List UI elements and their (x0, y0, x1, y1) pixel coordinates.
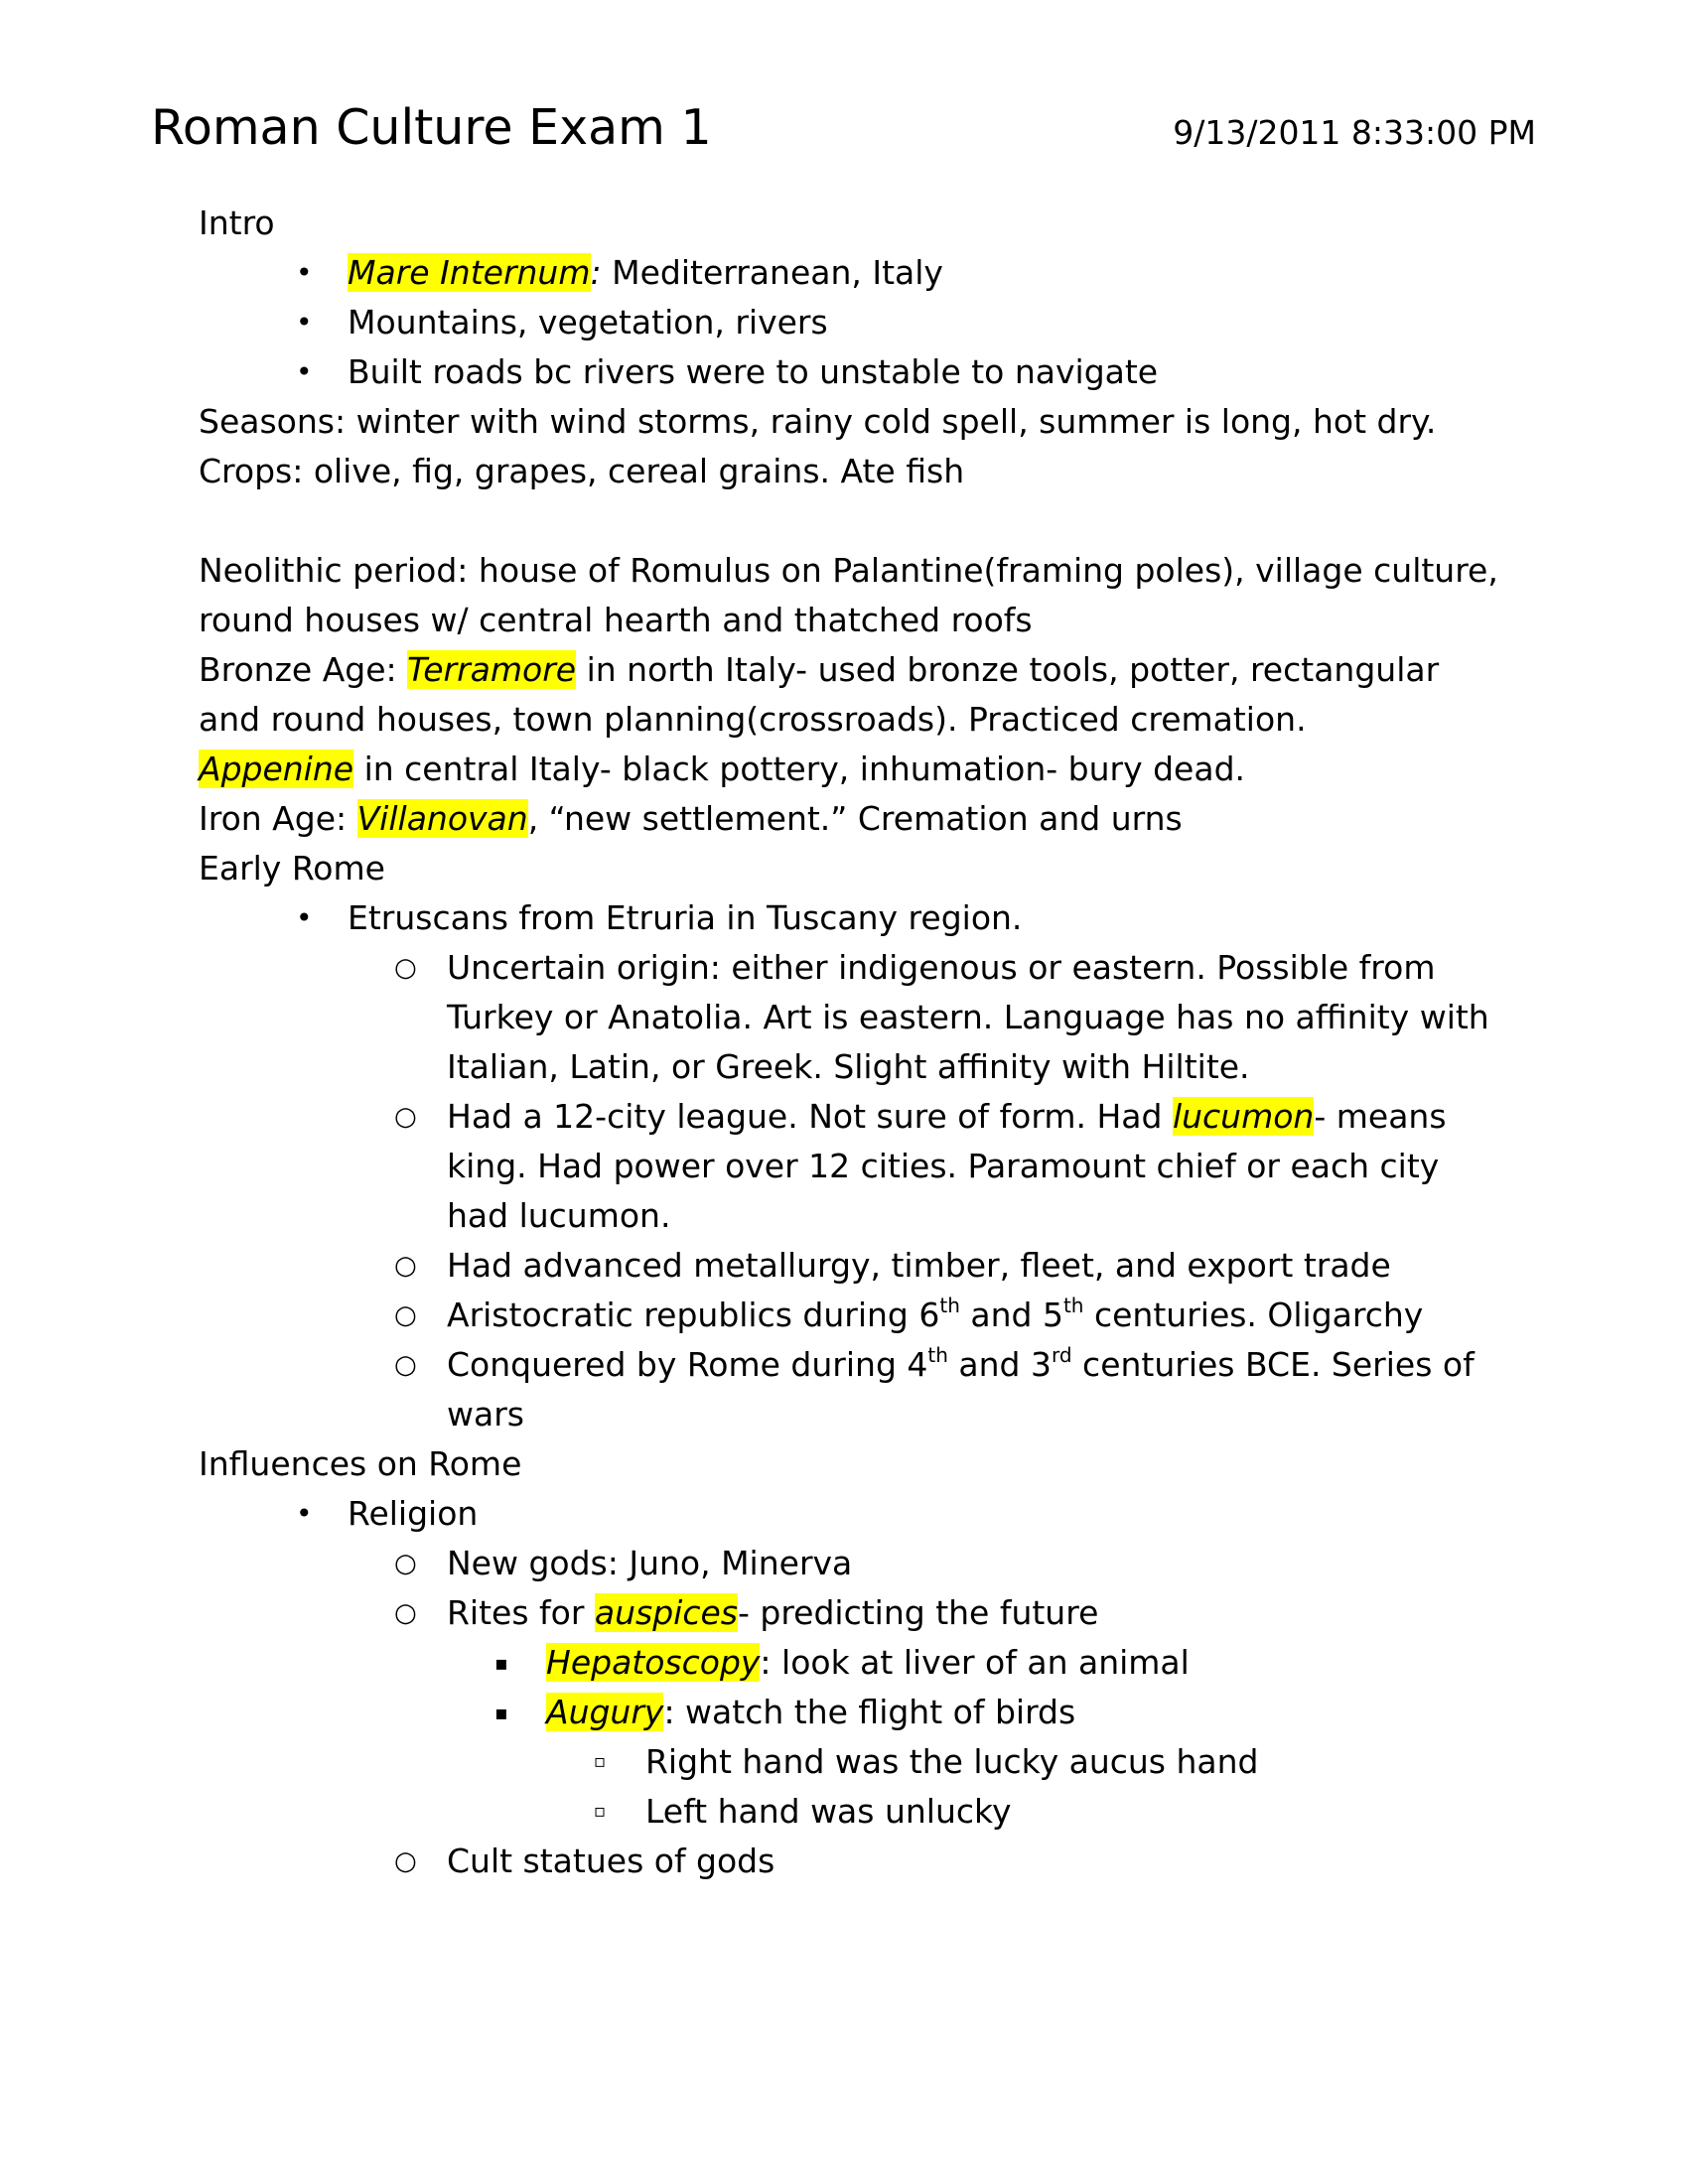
highlighted-term: auspices (594, 1593, 738, 1632)
paragraph-crops: Crops: olive, fig, grapes, cereal grains. Ate fish (199, 452, 965, 490)
bullet-circle-icon: ○ (394, 1549, 417, 1578)
highlighted-term: Mare Internum (348, 253, 591, 292)
list-item (199, 1539, 1499, 1588)
item-text: Etruscans from Etruria in Tuscany region. (348, 898, 1023, 937)
item-text: Built roads bc rivers were to unstable to navigate (348, 352, 1159, 391)
text-run: Aristocratic republics during 6 (447, 1296, 940, 1334)
paragraph-seasons: Seasons: winter with wind storms, rainy cold spell, summer is long, hot dry. (199, 402, 1437, 441)
highlighted-term: Villanovan (356, 799, 528, 838)
document-timestamp: 9/13/2011 8:33:00 PM (1173, 113, 1536, 152)
list-item (199, 1092, 1499, 1241)
item-text: Right hand was the lucky aucus hand (645, 1742, 1259, 1781)
text-run: Had a 12-city league. Not sure of form. Had (447, 1097, 1173, 1136)
bullet-square-icon: ▪ (494, 1651, 508, 1675)
bullet-disc-icon: • (296, 256, 313, 289)
text-run: Bronze Age: (199, 650, 408, 689)
bullet-small-square-icon: ▫ (594, 1751, 607, 1772)
list-item (199, 1291, 1499, 1340)
item-text: Cult statues of gods (447, 1842, 775, 1880)
item-text: Mountains, vegetation, rivers (348, 303, 828, 341)
bullet-circle-icon: ○ (394, 1300, 417, 1330)
bullet-circle-icon: ○ (394, 953, 417, 983)
item-text: Religion (348, 1494, 479, 1533)
superscript: rd (1051, 1343, 1072, 1367)
item-text: Mediterranean, Italy (601, 253, 943, 292)
highlighted-term: Augury (546, 1693, 664, 1731)
text-run: - means king. Had power over 12 cities. Paramount chief or each city had lucumon. (447, 1097, 1447, 1235)
superscript: th (1062, 1294, 1084, 1317)
bullet-circle-icon: ○ (394, 1102, 417, 1132)
superscript: th (927, 1343, 948, 1367)
list-item (199, 1340, 1499, 1439)
section-heading-early-rome: Early Rome (199, 849, 385, 887)
text-run: Iron Age: (199, 799, 357, 838)
text-run: : watch the flight of birds (663, 1693, 1076, 1731)
text-run: centuries BCE. Series of wars (447, 1345, 1475, 1433)
list-item (199, 943, 1499, 1092)
list-item (199, 1489, 1499, 1539)
blank-line (199, 496, 1499, 546)
item-text: Had advanced metallurgy, timber, fleet, and export trade (447, 1246, 1391, 1285)
text-run: - predicting the future (737, 1593, 1099, 1632)
text-run: and 3 (947, 1345, 1052, 1384)
bullet-disc-icon: • (296, 306, 313, 339)
list-item (199, 347, 1499, 397)
item-text: Left hand was unlucky (645, 1792, 1012, 1831)
text-run: and 5 (959, 1296, 1063, 1334)
term-colon: : (590, 253, 602, 292)
highlighted-term: Hepatoscopy (546, 1643, 761, 1682)
list-item (199, 893, 1499, 943)
paragraph-bronze-age (199, 645, 1499, 745)
paragraph-neolithic: Neolithic period: house of Romulus on Palantine(framing poles), village culture, round houses w/ central hearth and thatched roofs (199, 551, 1498, 639)
list-item (199, 1588, 1499, 1638)
paragraph-iron-age (199, 794, 1499, 844)
document-body (199, 199, 1499, 1886)
bullet-disc-icon: • (296, 355, 313, 388)
text-run: Rites for (447, 1593, 595, 1632)
list-item (199, 1737, 1499, 1787)
text-run: in north Italy- used bronze tools, potter, rectangular and round houses, town planning(crossroads). Practiced cremation. (199, 650, 1440, 739)
list-item (199, 298, 1499, 347)
section-heading-influences: Influences on Rome (199, 1444, 522, 1483)
document-header (151, 99, 1536, 156)
bullet-disc-icon: • (296, 1497, 313, 1530)
bullet-disc-icon: • (296, 901, 313, 934)
highlighted-term: Appenine (199, 750, 354, 788)
item-text: New gods: Juno, Minerva (447, 1544, 853, 1582)
paragraph-appenine (199, 745, 1499, 794)
list-item (199, 1787, 1499, 1837)
text-run: : look at liver of an animal (760, 1643, 1190, 1682)
list-item (199, 1837, 1499, 1886)
list-item (199, 1638, 1499, 1688)
text-run: Conquered by Rome during 4 (447, 1345, 928, 1384)
list-item (199, 1688, 1499, 1737)
bullet-circle-icon: ○ (394, 1846, 417, 1876)
text-run: , “new settlement.” Cremation and urns (527, 799, 1183, 838)
text-run: in central Italy- black pottery, inhumation- bury dead. (353, 750, 1246, 788)
bullet-small-square-icon: ▫ (594, 1801, 607, 1822)
superscript: th (939, 1294, 960, 1317)
bullet-circle-icon: ○ (394, 1251, 417, 1281)
highlighted-term: lucumon (1172, 1097, 1315, 1136)
list-item (199, 1241, 1499, 1291)
bullet-circle-icon: ○ (394, 1598, 417, 1628)
text-run: centuries. Oligarchy (1083, 1296, 1424, 1334)
bullet-circle-icon: ○ (394, 1350, 417, 1380)
section-heading-intro: Intro (199, 204, 275, 242)
document-title: Roman Culture Exam 1 (151, 99, 712, 156)
item-text: Uncertain origin: either indigenous or eastern. Possible from Turkey or Anatolia. Art is eastern. Language has no affinity with Italian, Latin, or Greek. Slight affinity with Hiltite. (447, 948, 1489, 1086)
list-item (199, 248, 1499, 298)
bullet-square-icon: ▪ (494, 1701, 508, 1724)
highlighted-term: Terramore (407, 650, 577, 689)
